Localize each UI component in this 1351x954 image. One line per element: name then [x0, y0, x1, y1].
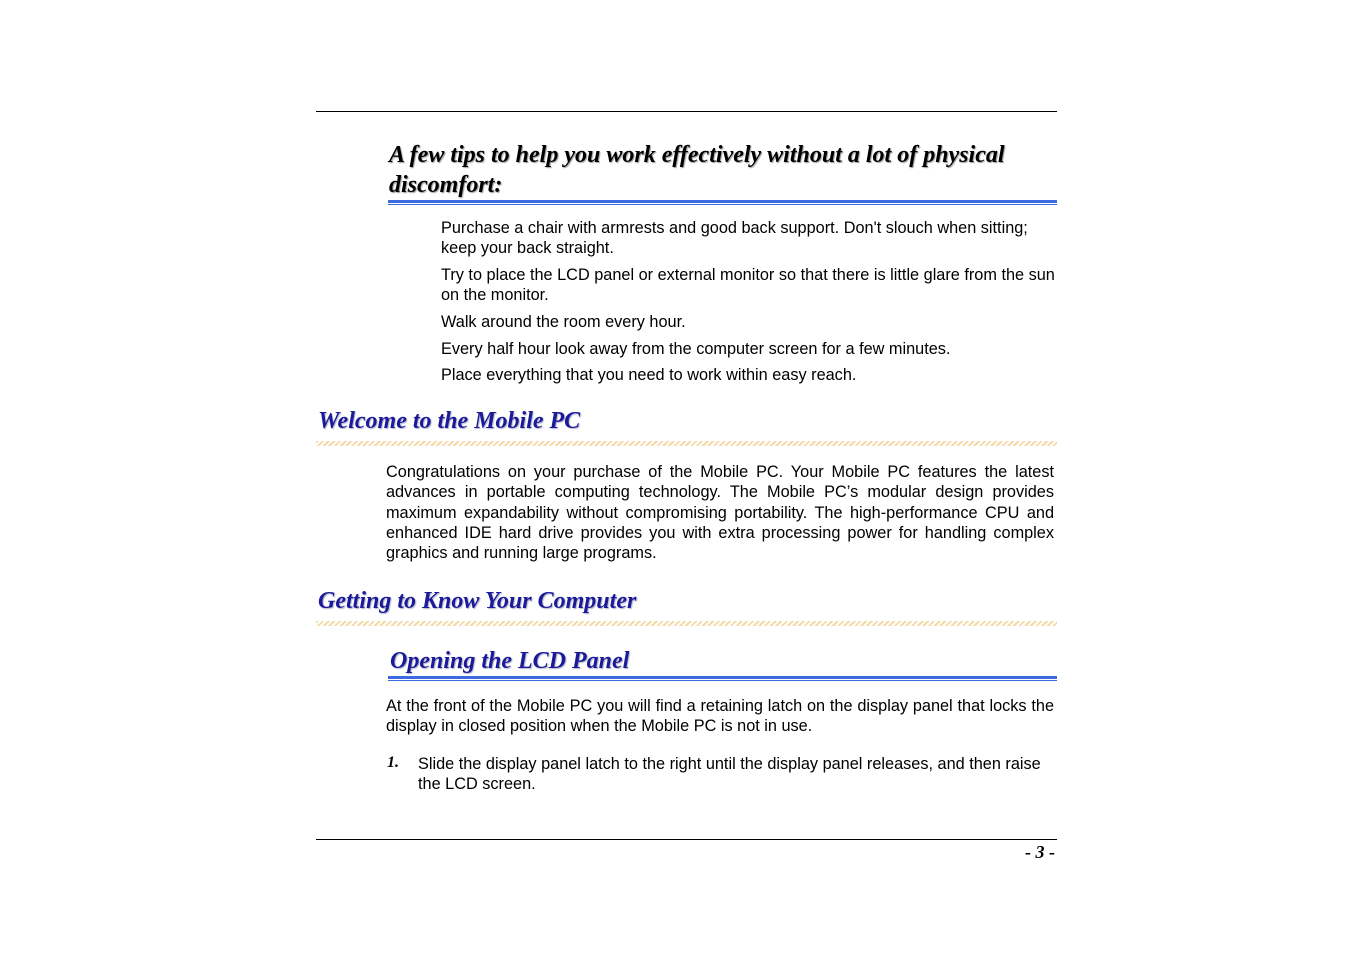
page-number: - 3 - [1025, 842, 1055, 862]
footer-rule [316, 839, 1057, 840]
tip-item: Place everything that you need to work within easy reach. [441, 366, 857, 384]
header-rule [316, 111, 1057, 112]
tip-item: Every half hour look away from the computer screen for a few minutes. [441, 340, 951, 358]
tip-item: Purchase a chair with armrests and good back support. Don't slouch when sitting; keep your back straight. [441, 219, 1028, 257]
opening-lcd-paragraph: At the front of the Mobile PC you will find a retaining latch on the display panel that locks the display in closed position when the Mobile PC is not in use. [386, 697, 1054, 736]
step-number: 1. [387, 754, 399, 771]
welcome-heading: Welcome to the Mobile PC [318, 408, 581, 434]
getting-to-know-heading: Getting to Know Your Computer [318, 588, 637, 614]
welcome-paragraph: Congratulations on your purchase of the Mobile PC. Your Mobile PC features the latest advances in portable computing technology. The Mobile PC’s modular design provides maximum expandability without compromising portability. The high-performance CPU and enhanced IDE hard drive provides you with extra processing power for handling complex graphics and running large programs. [386, 463, 1054, 563]
getting-to-know-heading-underline [316, 621, 1057, 626]
tip-item: Walk around the room every hour. [441, 313, 686, 331]
tips-heading-underline [388, 200, 1057, 205]
tips-heading: A few tips to help you work effectively without a lot of physical discomfort: [389, 142, 1005, 198]
step-text: Slide the display panel latch to the right until the display panel releases, and then raise the LCD screen. [418, 755, 1041, 794]
welcome-heading-underline [316, 441, 1057, 446]
tip-item: Try to place the LCD panel or external monitor so that there is little glare from the sun on the monitor. [441, 266, 1055, 304]
opening-lcd-heading-underline [388, 676, 1057, 681]
opening-lcd-heading: Opening the LCD Panel [390, 648, 630, 674]
